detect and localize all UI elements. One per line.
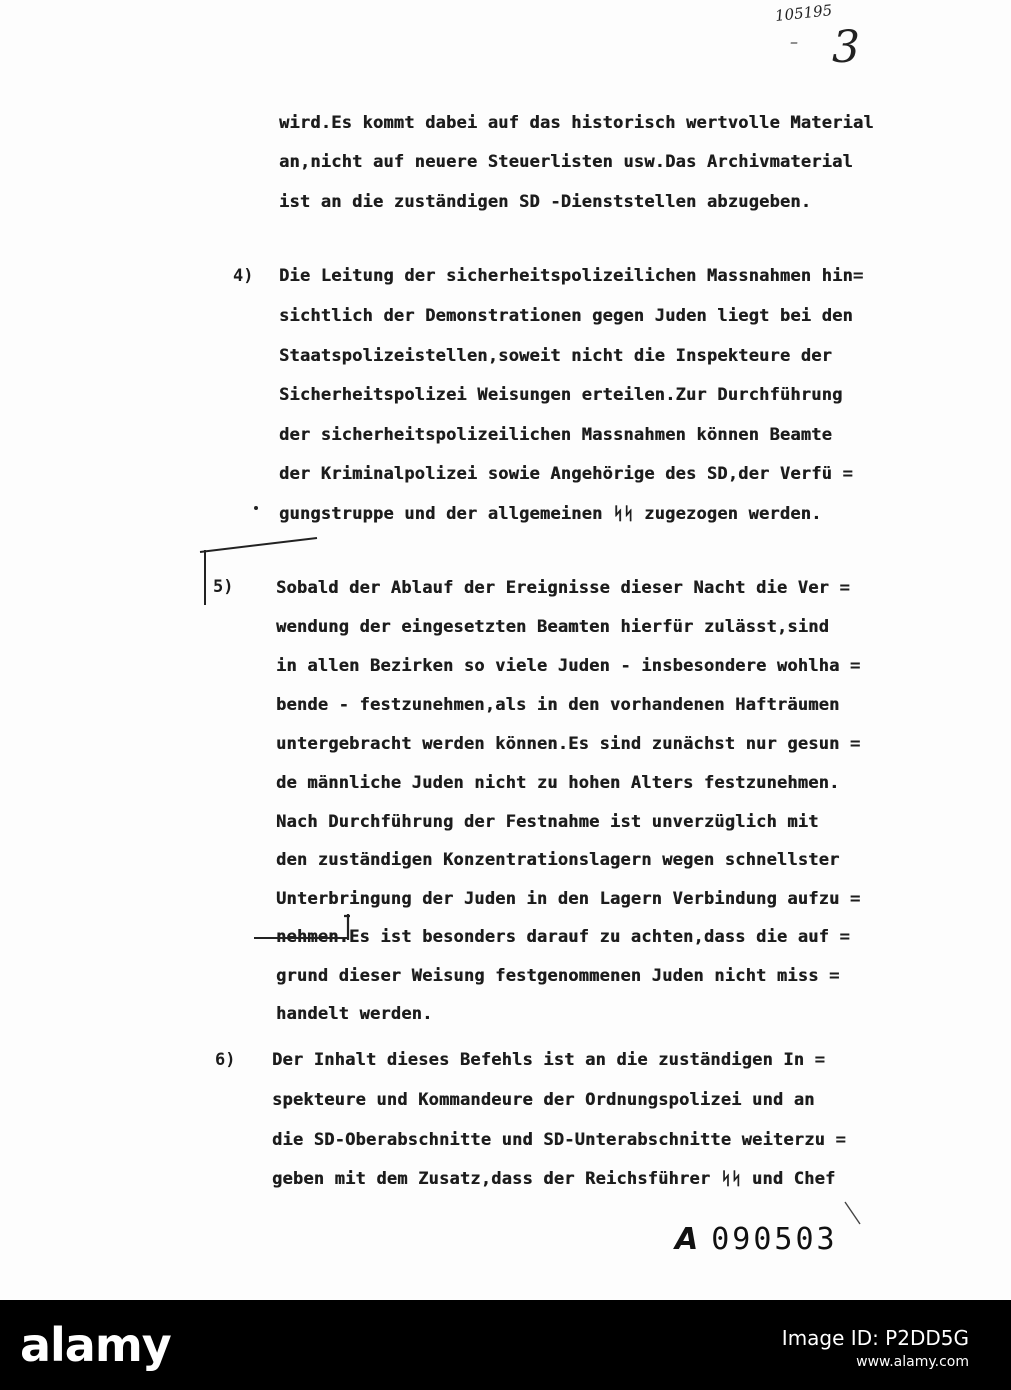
stamp-number: 090503	[711, 1222, 838, 1257]
section-line: nehmen.Es ist besonders darauf zu achten,dass die auf =	[276, 927, 850, 947]
section-line: Sicherheitspolizei Weisungen erteilen.Zur Durchführung	[279, 385, 843, 405]
section-line: untergebracht werden können.Es sind zunächst nur gesun =	[276, 734, 861, 754]
section-line: Der Inhalt dieses Befehls ist an die zuständigen In =	[272, 1050, 826, 1070]
section-line: de männliche Juden nicht zu hohen Alters festzunehmen.	[276, 773, 840, 793]
handwritten-reference: 105195	[774, 1, 834, 25]
section-line: spekteure und Kommandeure der Ordnungspolizei und an	[272, 1090, 815, 1110]
section-line: Unterbringung der Juden in den Lagern Verbindung aufzu =	[276, 889, 861, 909]
footer-banner	[0, 1300, 1011, 1390]
section-line: die SD-Oberabschnitte und SD-Unterabschnitte weiterzu =	[272, 1130, 846, 1150]
section-line: handelt werden.	[276, 1004, 433, 1024]
section-line: Die Leitung der sicherheitspolizeilichen Massnahmen hin=	[279, 266, 864, 286]
section-line: wendung der eingesetzten Beamten hierfür zulässt,sind	[276, 617, 830, 637]
section-line: grund dieser Weisung festgenommenen Juden nicht miss =	[276, 966, 840, 986]
intro-line: wird.Es kommt dabei auf das historisch wertvolle Material	[279, 113, 874, 133]
section-line: Sobald der Ablauf der Ereignisse dieser Nacht die Ver =	[276, 578, 850, 598]
page-number: 3	[832, 22, 860, 73]
section-line: sichtlich der Demonstrationen gegen Juden liegt bei den	[279, 306, 853, 326]
section-number: 6)	[215, 1050, 236, 1070]
section-line: Staatspolizeistellen,soweit nicht die Inspekteure der	[279, 346, 833, 366]
section-line: in allen Bezirken so viele Juden - insbesondere wohlha =	[276, 656, 861, 676]
handwritten-dash: –	[790, 32, 798, 51]
section-line: bende - festzunehmen,als in den vorhandenen Hafträumen	[276, 695, 840, 715]
intro-line: an,nicht auf neuere Steuerlisten usw.Das Archivmaterial	[279, 152, 853, 172]
margin-bullet	[254, 506, 258, 510]
image-id-label: Image ID: P2DD5G	[781, 1326, 969, 1350]
handwritten-underline-mark	[250, 908, 370, 948]
section-line: gungstruppe und der allgemeinen ᛋᛋ zugezogen werden.	[279, 504, 822, 524]
margin-bracket-mark	[195, 530, 325, 610]
site-url-link[interactable]: www.alamy.com	[856, 1354, 969, 1370]
section-line: der Kriminalpolizei sowie Angehörige des SD,der Verfü =	[279, 464, 853, 484]
section-number: 4)	[233, 266, 254, 286]
archive-stamp	[675, 1222, 838, 1257]
pen-mark	[840, 1198, 870, 1228]
intro-line: ist an die zuständigen SD -Dienststellen abzugeben.	[279, 192, 812, 212]
section-line: geben mit dem Zusatz,dass der Reichsführer ᛋᛋ und Chef	[272, 1169, 836, 1189]
section-line: Nach Durchführung der Festnahme ist unverzüglich mit	[276, 812, 819, 832]
section-line: den zuständigen Konzentrationslagern wegen schnellster	[276, 850, 840, 870]
section-number: 5)	[213, 577, 234, 597]
section-line: der sicherheitspolizeilichen Massnahmen können Beamte	[279, 425, 833, 445]
stamp-letter: A	[675, 1222, 702, 1257]
brand-logo[interactable]: alamy	[20, 1318, 171, 1372]
